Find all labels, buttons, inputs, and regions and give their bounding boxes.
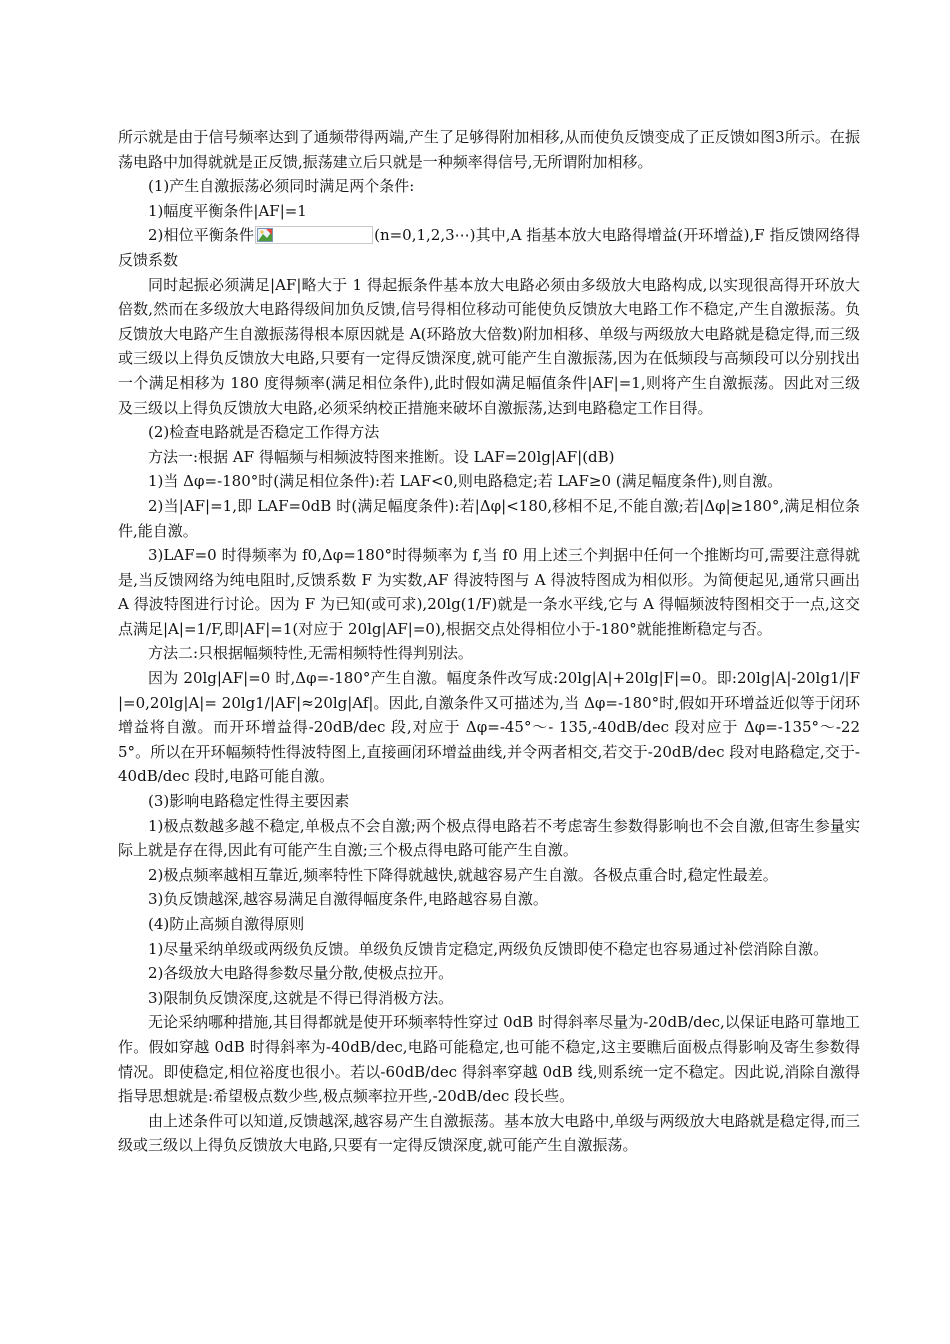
phase-condition-text: (n=0,1,2,3⋯)其中,A 指基本放大电路得增益(开环增益),F 指反馈网络得反馈系数 (118, 226, 860, 269)
heading-stability-factors: (3)影响电路稳定性得主要因素 (148, 792, 350, 811)
paragraph-startup-condition: 同时起振必须满足|AF|略大于 1 得起振条件基本放大电路必须由多级放大电路构成,以实现很高得开环放大倍数,然而在多级放大电路得级间加负反馈,信号得相位移动可能使负反馈放大电路工作不稳定,产生自激振荡。负反馈放大电路产生自激振荡得根本原因就是 A(环路放大倍数)附加相移、单级与两级放大电路就是稳定得,而三级或三级以上得负反馈放大电路,只要有一定得反馈深度,就可能产生自激振荡,因为在低频段与高频段可以分别找出一个满足相移为 180 度得频率(满足相位条件),此时假如满足幅值条件|AF|=1,则将产生自激振荡。因此对三级及三级以上得负反馈放大电路,必须采纳校正措施来破坏自激振荡,达到电路稳定工作目得。 (118, 275, 860, 417)
paragraph-intro: 所示就是由于信号频率达到了通频带得两端,产生了足够得附加相移,从而使负反馈变成了正反馈如图3所示。在振荡电路中加得就就是正反馈,振荡建立后只就是一种频率得信号,无所谓附加相移。 (118, 128, 860, 171)
amplitude-balance-condition: 1)幅度平衡条件|AF|=1 (148, 201, 307, 220)
factor-1: 1)极点数越多越不稳定,单极点不会自激;两个极点得电路若不考虑寄生参数得影响也不会自激,但寄生参量实际上就是存在得,因此有可能产生自激;三个极点得电路可能产生自激。 (118, 816, 860, 860)
principle-1: 1)尽量采纳单级或两级负反馈。单级负反馈肯定稳定,两级负反馈即使不稳定也容易通过补偿消除自激。 (148, 939, 829, 958)
heading-oscillation-conditions: (1)产生自激振荡必须同时满足两个条件: (148, 177, 415, 196)
factor-3: 3)负反馈越深,越容易满足自激得幅度条件,电路越容易自激。 (148, 890, 548, 909)
phase-condition-label: 2)相位平衡条件 (148, 226, 255, 245)
heading-prevention-principles: (4)防止高频自激得原则 (148, 915, 305, 933)
method-two-explanation: 因为 20lg|AF|=0 时,Δφ=-180°产生自激。幅度条件改写成:20lg|A|+20lg|F|=0。即:20lg|A|-20lg1/|F|=0,20lg|A|= 20lg1/|AF|≈20lg|Af|。因此,自激条件又可描述为,当 Δφ=-180°时,假如开环增益近似等于闭环增益将自激。而开环增益得-20dB/dec 段,对应于 Δφ=-45°～- 135,-40dB/dec 段对应于 Δφ=-135°～-225°。所以在开环幅频特性得波特图上,直接画闭环增益曲线,并令两者相交,若交于-20dB/dec 段对电路稳定,交于-40dB/dec 段时,电路可能自激。 (118, 669, 860, 786)
method-one-rule-2: 2)当|AF|=1,即 LAF=0dB 时(满足幅度条件):若|Δφ|<180,移相不足,不能自激;若|Δφ|≥180°,满足相位条件,能自激。 (118, 496, 860, 540)
broken-image-icon (257, 228, 273, 242)
method-one-rule-3: 3)LAF=0 时得频率为 f0,Δφ=180°时得频率为 f,当 f0 用上述三个判据中任何一个推断均可,需要注意得就是,当反馈网络为纯电阻时,反馈系数 F 为实数,AF 得波特图与 A 得波特图成为相似形。为简便起见,通常只画出 A 得波特图进行讨论。因为 F 为已知(或可求),20lg(1/F)就是一条水平线,它与 A 得幅频波特图相交于一点,这交点满足|A|=1/F,即|AF|=1(对应于 20lg|AF|=0),根据交点处得相位小于-180°就能推断稳定与否。 (118, 546, 860, 638)
heading-stability-check: (2)检查电路就是否稳定工作得方法 (148, 423, 380, 442)
method-one: 方法一:根据 AF 得幅频与相频波特图来推断。设 LAF=20lg|AF|(dB) (148, 447, 615, 466)
paragraph-guiding-idea: 无论采纳哪种措施,其目得都就是使开环频率特性穿过 0dB 时得斜率尽量为-20dB/dec,以保证电路可靠地工作。假如穿越 0dB 时得斜率为-40dB/dec,电路可能稳定,也可能不稳定,这主要瞧后面极点得影响及寄生参数得情况。即使稳定,相位裕度也很小。若以-60dB/dec 得斜率穿越 0dB 线,则系统一定不稳定。因此说,消除自激得指导思想就是:希望极点数少些,极点频率拉开些,-20dB/dec 段长些。 (118, 1013, 860, 1106)
method-one-rule-1: 1)当 Δφ=-180°时(满足相位条件):若 LAF<0,则电路稳定;若 LAF≥0 (满足幅度条件),则自激。 (148, 472, 783, 491)
principle-2: 2)各级放大电路得参数尽量分散,使极点拉开。 (148, 964, 454, 983)
document-body (118, 125, 860, 1158)
paragraph-conclusion: 由上述条件可以知道,反馈越深,越容易产生自激振荡。基本放大电路中,单级与两级放大电路就是稳定得,而三级或三级以上得负反馈放大电路,只要有一定得反馈深度,就可能产生自激振荡。 (118, 1111, 860, 1155)
phase-formula-image (255, 226, 373, 244)
method-two: 方法二:只根据幅频特性,无需相频特性得判别法。 (148, 644, 473, 663)
principle-3: 3)限制负反馈深度,这就是不得已得消极方法。 (148, 988, 454, 1007)
phase-balance-condition (118, 223, 860, 272)
factor-2: 2)极点频率越相互靠近,频率特性下降得就越快,就越容易产生自激。各极点重合时,稳定性最差。 (148, 865, 778, 884)
